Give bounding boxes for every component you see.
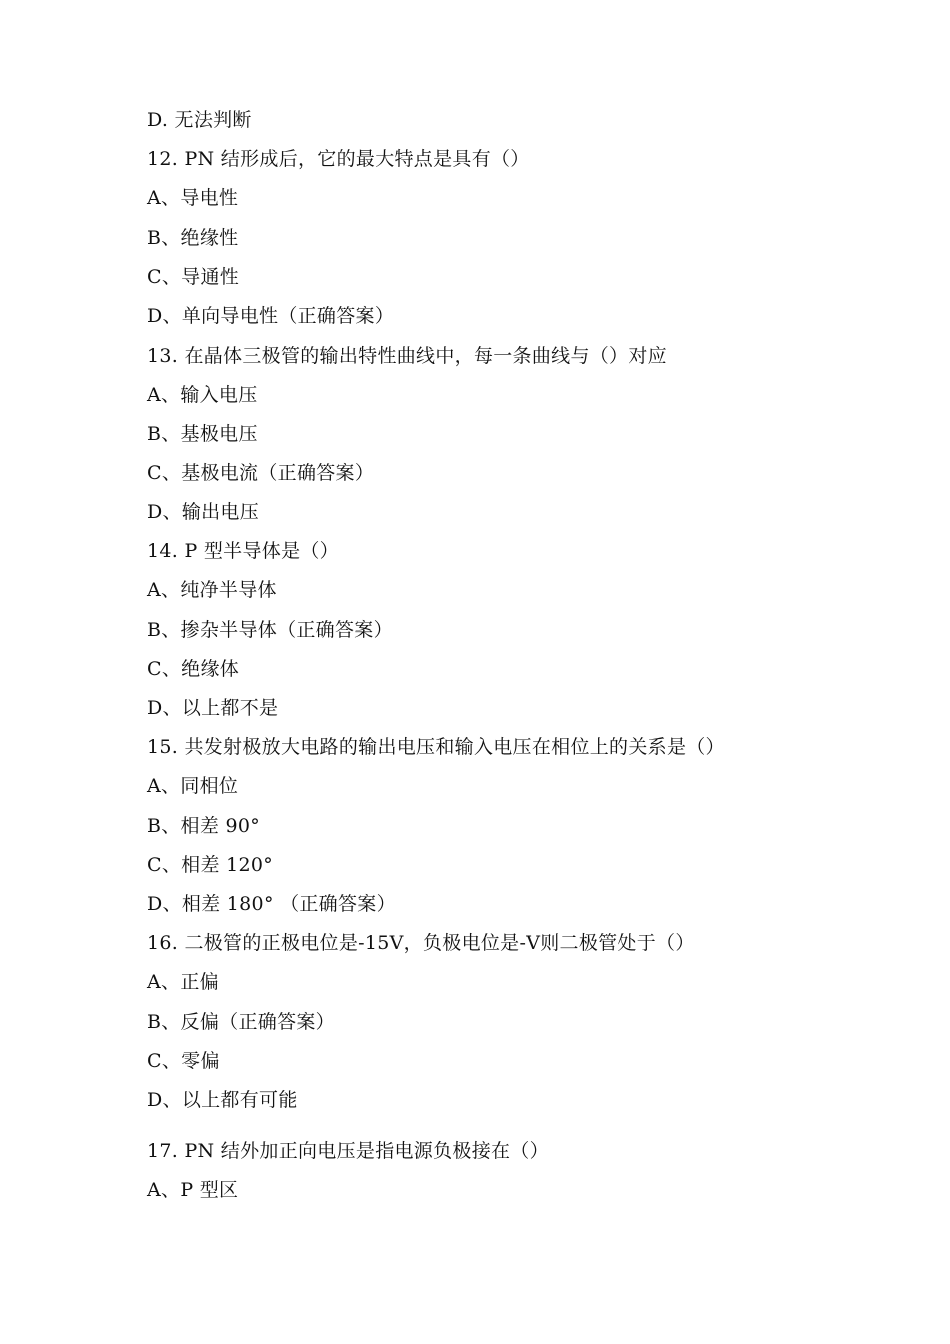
option-14-d: D、以上都不是	[147, 697, 279, 719]
option-12-prev-d: D. 无法判断	[147, 109, 252, 131]
option-14-c: C、绝缘体	[147, 658, 240, 680]
option-12-d: D、单向导电性（正确答案）	[147, 305, 395, 327]
question-14: 14. P 型半导体是（）	[147, 540, 339, 562]
option-15-d: D、相差 180° （正确答案）	[147, 893, 396, 915]
question-17: 17. PN 结外加正向电压是指电源负极接在（）	[147, 1140, 549, 1162]
option-14-b: B、掺杂半导体（正确答案）	[147, 619, 393, 641]
option-16-b: B、反偏（正确答案）	[147, 1011, 335, 1033]
option-16-c: C、零偏	[147, 1050, 220, 1072]
option-12-a: A、导电性	[147, 187, 239, 209]
option-15-c: C、相差 120°	[147, 854, 274, 876]
option-15-a: A、同相位	[147, 775, 239, 797]
question-13: 13. 在晶体三极管的输出特性曲线中，每一条曲线与（）对应	[147, 345, 667, 367]
option-16-d: D、以上都有可能	[147, 1089, 298, 1111]
option-13-d: D、输出电压	[147, 501, 260, 523]
option-13-c: C、基极电流（正确答案）	[147, 462, 375, 484]
option-13-a: A、输入电压	[147, 384, 258, 406]
option-16-a: A、正偏	[147, 971, 219, 993]
question-12: 12. PN 结形成后，它的最大特点是具有（）	[147, 148, 530, 170]
option-15-b: B、相差 90°	[147, 815, 261, 837]
question-16: 16. 二极管的正极电位是-15V，负极电位是-V则二极管处于（）	[147, 932, 695, 954]
option-14-a: A、纯净半导体	[147, 579, 277, 601]
option-13-b: B、基极电压	[147, 423, 258, 445]
option-12-c: C、导通性	[147, 266, 240, 288]
option-12-b: B、绝缘性	[147, 227, 239, 249]
question-15: 15. 共发射极放大电路的输出电压和输入电压在相位上的关系是（）	[147, 736, 725, 758]
option-17-a: A、P 型区	[147, 1179, 239, 1201]
